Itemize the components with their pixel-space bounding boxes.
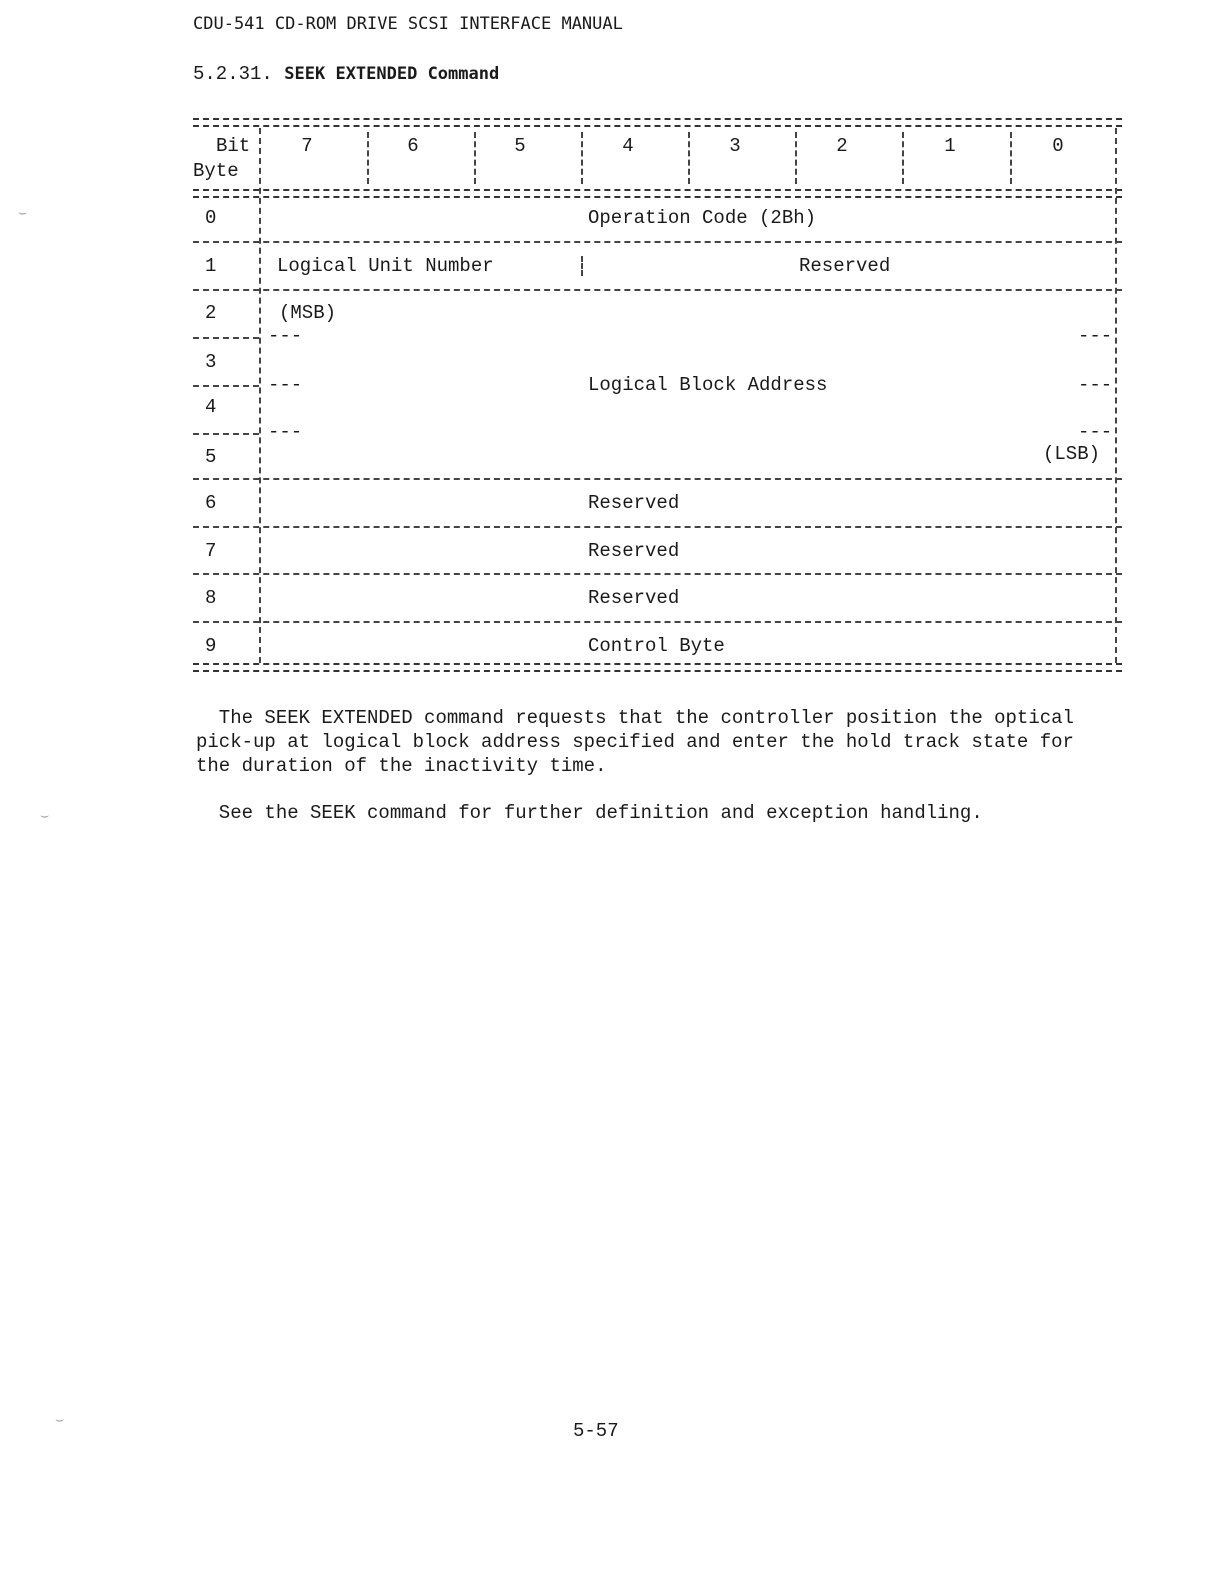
scan-mark: ⌣	[18, 205, 28, 221]
byte-label-6: 6	[205, 492, 217, 514]
byte-label-7: 7	[205, 540, 217, 562]
reference-paragraph: See the SEEK command for further definition and exception handling.	[196, 802, 983, 824]
byte8-reserved-cell: Reserved	[588, 587, 680, 609]
continuation-mark: ---	[268, 421, 303, 443]
bit-divider	[902, 132, 904, 184]
manual-title: CDU-541 CD-ROM DRIVE SCSI INTERFACE MANUAL	[193, 14, 623, 34]
lun-divider	[581, 256, 583, 276]
byte-label-9: 9	[205, 635, 217, 657]
bit-header-4: 4	[622, 135, 634, 157]
bit-header-7: 7	[301, 135, 313, 157]
row-divider	[193, 241, 1122, 243]
corner-byte-label: Byte	[193, 160, 239, 182]
row-divider	[193, 526, 1122, 528]
section-title: SEEK EXTENDED Command	[284, 64, 500, 84]
byte-column-bar	[259, 128, 261, 663]
bit-divider	[795, 132, 797, 184]
scan-mark: ⌣	[40, 808, 50, 824]
control-byte-cell: Control Byte	[588, 635, 725, 657]
byte-label-0: 0	[205, 207, 217, 229]
continuation-mark: ---	[1078, 374, 1113, 396]
bit-divider	[581, 132, 583, 184]
bit-divider	[474, 132, 476, 184]
msb-marker: (MSB)	[279, 302, 337, 324]
byte-label-1: 1	[205, 255, 217, 277]
paragraph-line: pick-up at logical block address specified and enter the hold track state for	[196, 731, 1074, 753]
row-divider	[193, 478, 1122, 480]
byte-separator	[193, 337, 259, 339]
bit-header-3: 3	[729, 135, 741, 157]
continuation-mark: ---	[1078, 421, 1113, 443]
bit-header-5: 5	[514, 135, 526, 157]
row-divider	[193, 573, 1122, 575]
continuation-mark: ---	[268, 325, 303, 347]
byte6-reserved-cell: Reserved	[588, 492, 680, 514]
bit-divider	[688, 132, 690, 184]
bit-header-0: 0	[1052, 135, 1064, 157]
byte-label-3: 3	[205, 351, 217, 373]
bit-header-1: 1	[944, 135, 956, 157]
byte-label-8: 8	[205, 587, 217, 609]
table-header-rule	[193, 189, 1122, 198]
paragraph-line: the duration of the inactivity time.	[196, 755, 607, 777]
byte-label-5: 5	[205, 446, 217, 468]
row-divider	[193, 621, 1122, 623]
continuation-mark: ---	[1078, 325, 1113, 347]
byte-label-2: 2	[205, 302, 217, 324]
page-number: 5-57	[573, 1420, 619, 1442]
logical-unit-number-cell: Logical Unit Number	[277, 255, 494, 277]
scan-mark: ⌣	[55, 1412, 65, 1428]
operation-code-cell: Operation Code (2Bh)	[588, 207, 817, 229]
continuation-mark: ---	[268, 374, 303, 396]
bit-header-6: 6	[407, 135, 419, 157]
byte-label-4: 4	[205, 396, 217, 418]
table-bottom-rule	[193, 663, 1122, 672]
logical-block-address-cell: Logical Block Address	[588, 374, 828, 396]
byte7-reserved-cell: Reserved	[588, 540, 680, 562]
byte-separator	[193, 385, 259, 387]
bit-divider	[1010, 132, 1012, 184]
lsb-marker: (LSB)	[1043, 443, 1101, 465]
row-divider	[193, 289, 1122, 291]
right-border	[1115, 128, 1117, 663]
section-heading	[193, 62, 499, 85]
byte-separator	[193, 433, 259, 435]
table-top-rule	[193, 118, 1122, 127]
bit-header-2: 2	[836, 135, 848, 157]
paragraph-line: The SEEK EXTENDED command requests that the controller position the optical	[196, 707, 1074, 729]
byte1-reserved-cell: Reserved	[799, 255, 891, 277]
section-number: 5.2.31.	[193, 63, 273, 85]
corner-bit-label: Bit	[216, 135, 251, 157]
bit-divider	[367, 132, 369, 184]
